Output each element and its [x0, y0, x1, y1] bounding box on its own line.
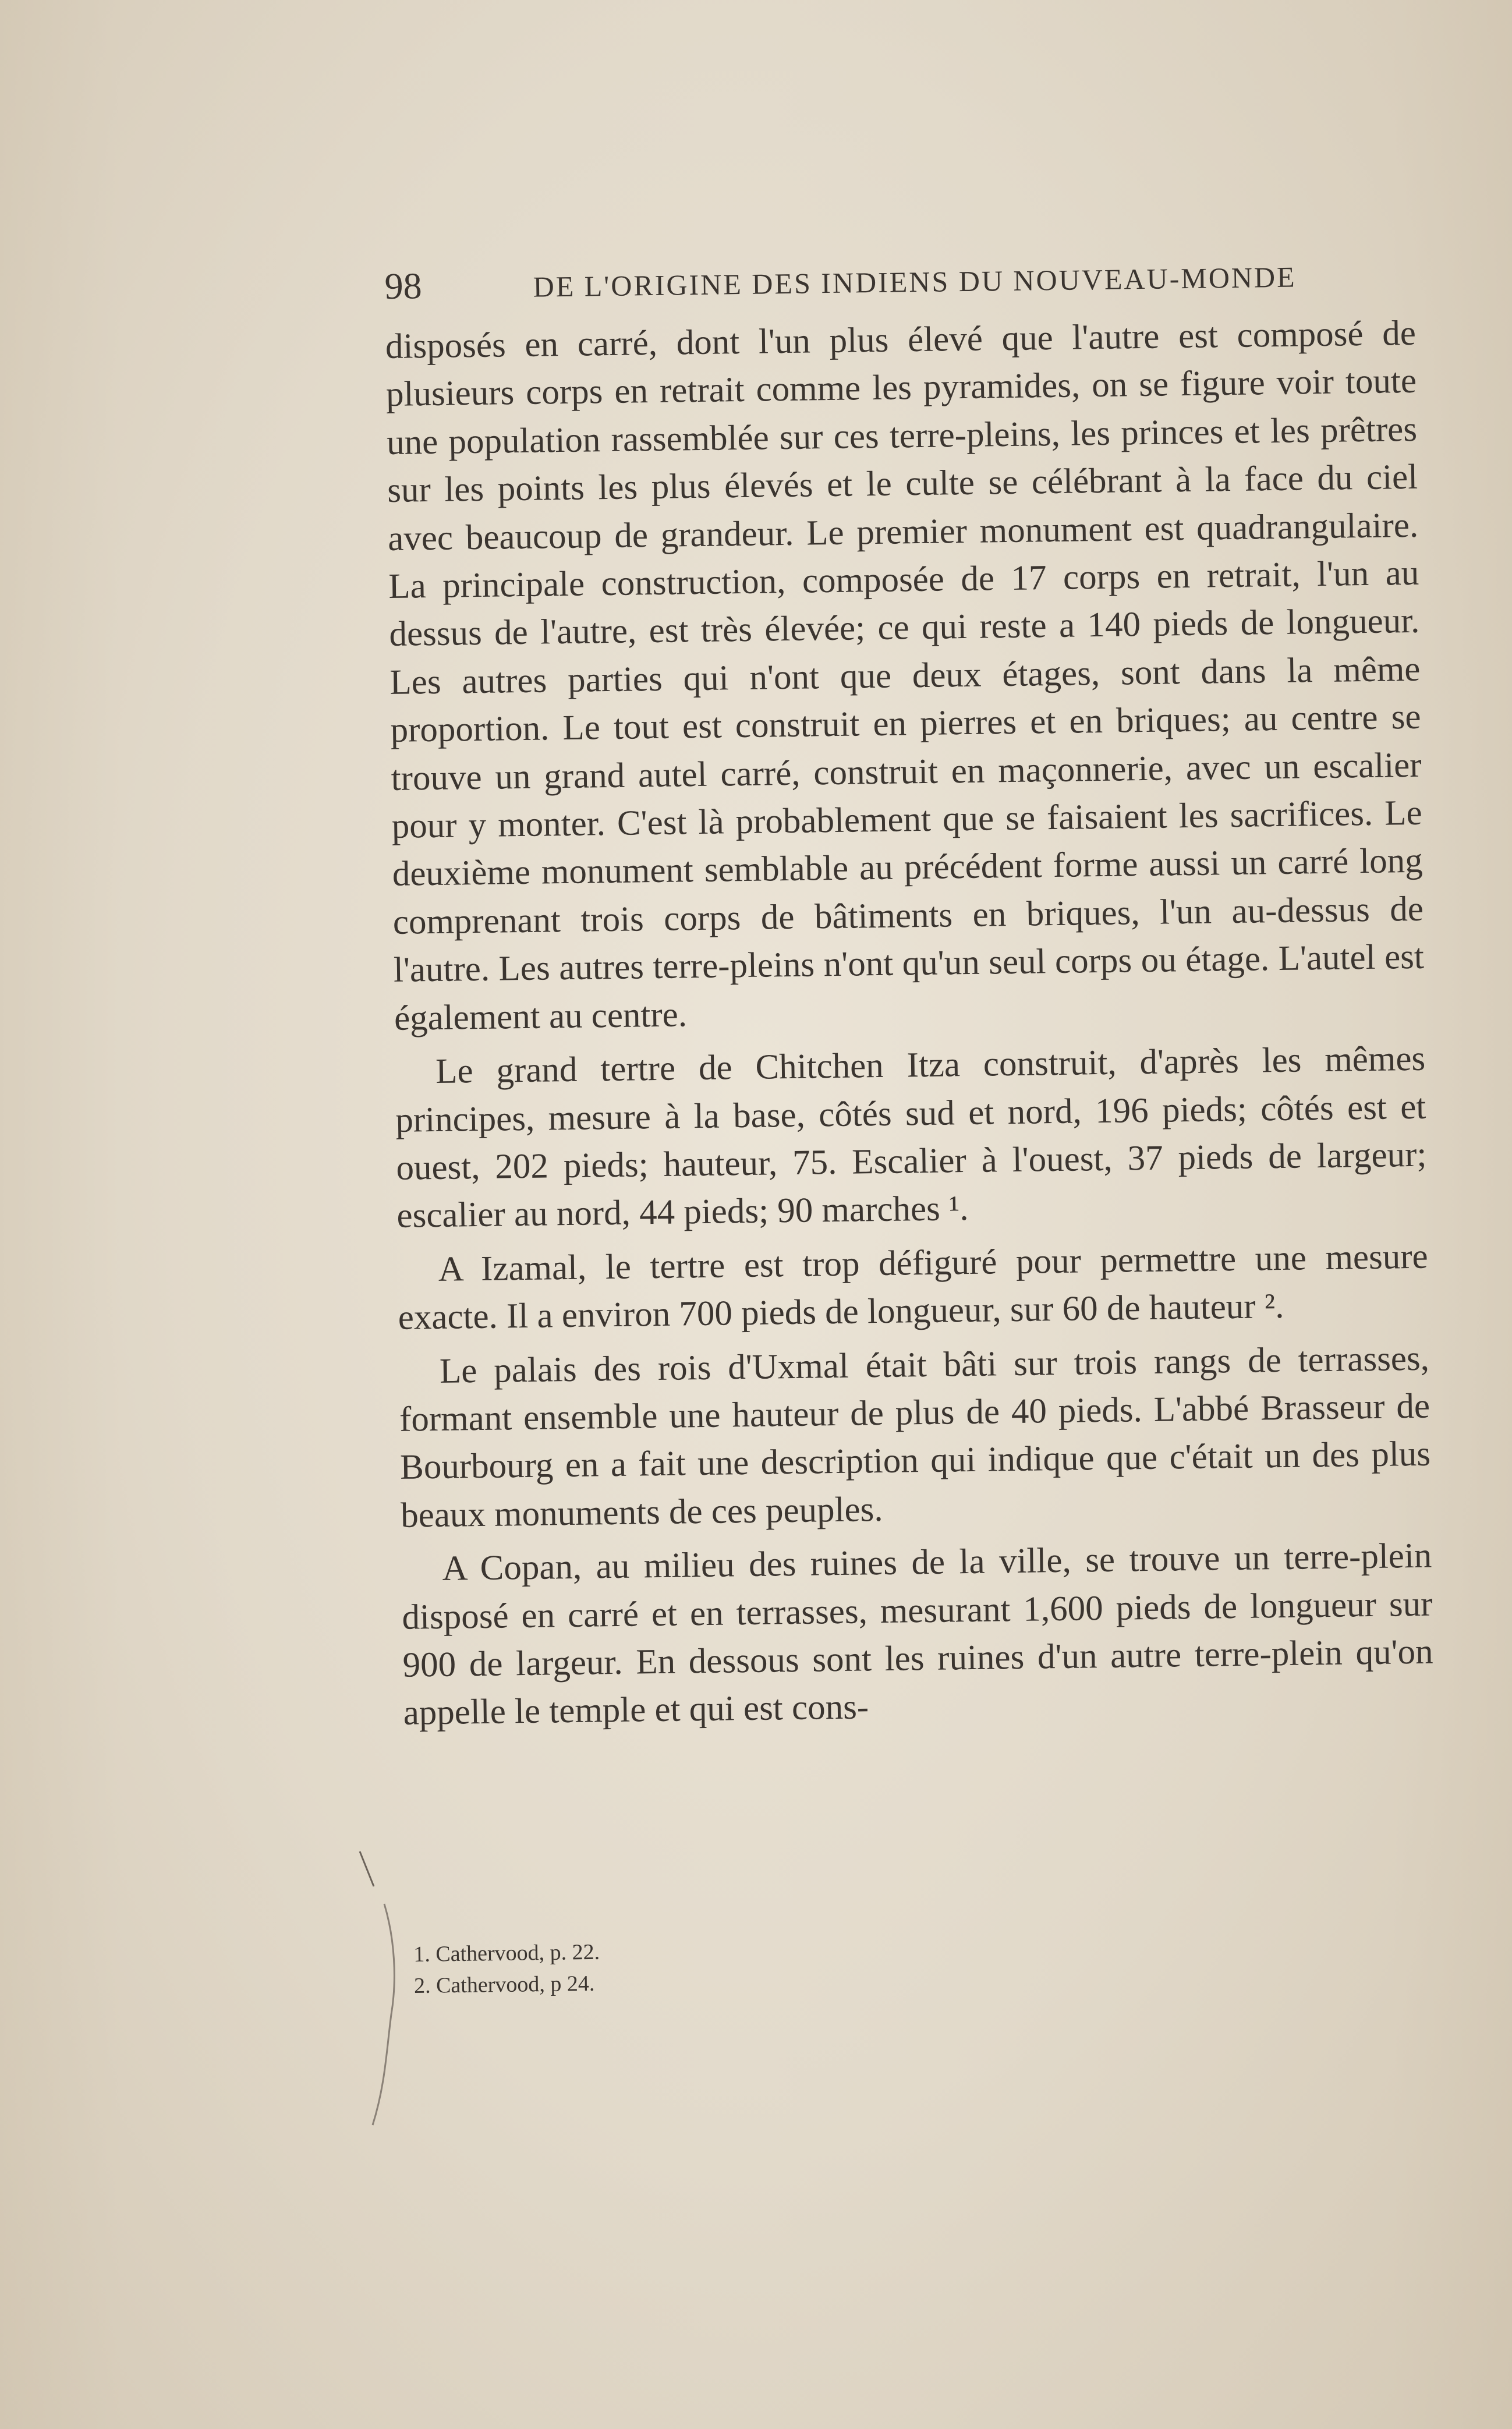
page-content: [384, 246, 1434, 1744]
pencil-margin-mark: [349, 1846, 396, 2148]
paragraph-5: A Copan, au milieu des ruines de la ville, se trouve un terre-plein disposé en carré et en terrasses, mesurant 1,600 pieds de longueur sur 900 de largeur. En dessous sont les ruines d'un autre terre-plein qu'on appelle le temple et qui est cons-: [402, 1536, 1433, 1733]
page-number: 98: [384, 265, 423, 307]
footnote-2: 2. Cathervood, p 24.: [413, 1971, 595, 1998]
footnote-1: 1. Cathervood, p. 22.: [413, 1939, 600, 1967]
paragraph-1: disposés en carré, dont l'un plus élevé que l'autre est composé de plusieurs corps en retrait comme les pyramides, on se figure voir toute une population rassemblée sur ces terre-pleins, les princes et les prêtres sur les points les plus élevés et le culte se célébrant à la face du ciel avec beaucoup de grandeur. Le premier monument est quadrangulaire. La principale construction, composée de 17 corps en retrait, l'un au dessus de l'autre, est très élevée; ce qui reste a 140 pieds de longueur. Les autres parties qui n'ont que deux étages, sont dans la même proportion. Le tout est construit en pierres et en briques; au centre se trouve un grand autel carré, construit en maçonnerie, avec un escalier pour y monter. C'est là probablement que se faisaient les sacrifices. Le deuxième monument semblable au précédent forme aussi un carré long comprenant trois corps de bâtiments en briques, l'un au-dessus de l'autre. Les autres terre-pleins n'ont qu'un seul corps ou étage. L'autel est également au centre.: [385, 313, 1425, 1038]
paragraph-2: Le grand tertre de Chitchen Itza construit, d'après les mêmes principes, mesure à la base, côtés sud et nord, 196 pieds; côtés est et ouest, 202 pieds; hauteur, 75. Escalier à l'ouest, 37 pieds de largeur; escalier au nord, 44 pieds; 90 marches ¹.: [395, 1039, 1427, 1236]
footnotes: [413, 1936, 600, 2002]
header-title: DE L'ORIGINE DES INDIENS DU NOUVEAU-MONDE: [533, 260, 1297, 303]
running-head: [384, 246, 1415, 323]
paragraph-3: A Izamal, le tertre est trop défiguré pour permettre une mesure exacte. Il a environ 700 pieds de longueur, sur 60 de hauteur ².: [398, 1237, 1429, 1337]
paragraph-4: Le palais des rois d'Uxmal était bâti sur trois rangs de terrasses, formant ensemble une hauteur de plus de 40 pieds. L'abbé Brasseur de Bourbourg en a fait une description qui indique que c'était un des plus beaux monuments de ces peuples.: [399, 1339, 1431, 1535]
